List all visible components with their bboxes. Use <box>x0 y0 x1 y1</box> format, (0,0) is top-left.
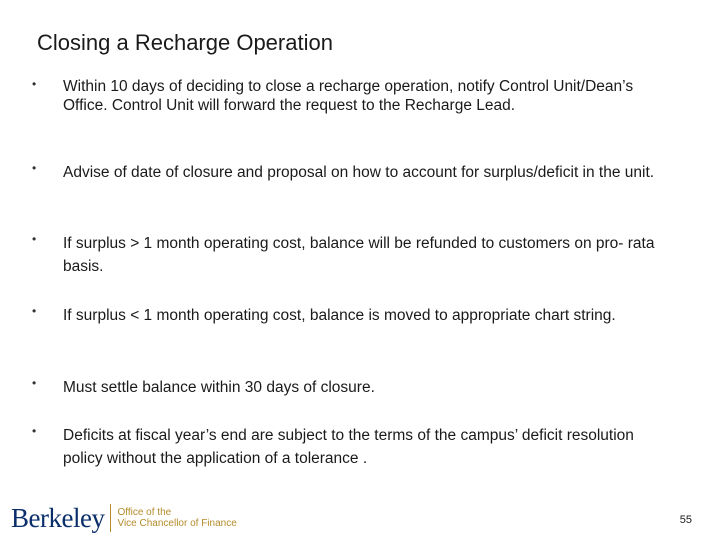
logo-office-line1: Office of the <box>117 507 172 518</box>
logo-wordmark: Berkeley <box>11 502 105 533</box>
bullet-icon: • <box>32 161 37 175</box>
bullet-icon: • <box>32 77 37 91</box>
berkeley-logo <box>11 502 237 534</box>
bullet-icon: • <box>32 376 37 390</box>
bullet-icon: • <box>32 304 37 318</box>
slide-title: Closing a Recharge Operation <box>37 30 333 55</box>
bullet-icon: • <box>32 232 37 246</box>
bullet-text: If surplus > 1 month operating cost, balance will be refunded to customers on pro- rata basis. <box>63 235 655 275</box>
logo-office-text <box>117 507 236 529</box>
bullet-text: Within 10 days of deciding to close a recharge operation, notify Control Unit/Dean’s Office. Control Unit will forward the request to the Recharge Lead. <box>63 78 634 114</box>
logo-office-line2: Vice Chancellor of Finance <box>117 518 237 529</box>
bullet-text: Must settle balance within 30 days of closure. <box>63 379 375 396</box>
bullet-text: Advise of date of closure and proposal on how to account for surplus/deficit in the unit. <box>63 164 655 181</box>
bullet-text: If surplus < 1 month operating cost, balance is moved to appropriate chart string. <box>63 307 616 324</box>
bullet-text: Deficits at fiscal year’s end are subject to the terms of the campus’ deficit resolution policy without the application of a tolerance . <box>63 427 634 467</box>
bullet-icon: • <box>32 424 37 438</box>
logo-separator <box>110 504 111 532</box>
page-number: 55 <box>679 514 692 526</box>
